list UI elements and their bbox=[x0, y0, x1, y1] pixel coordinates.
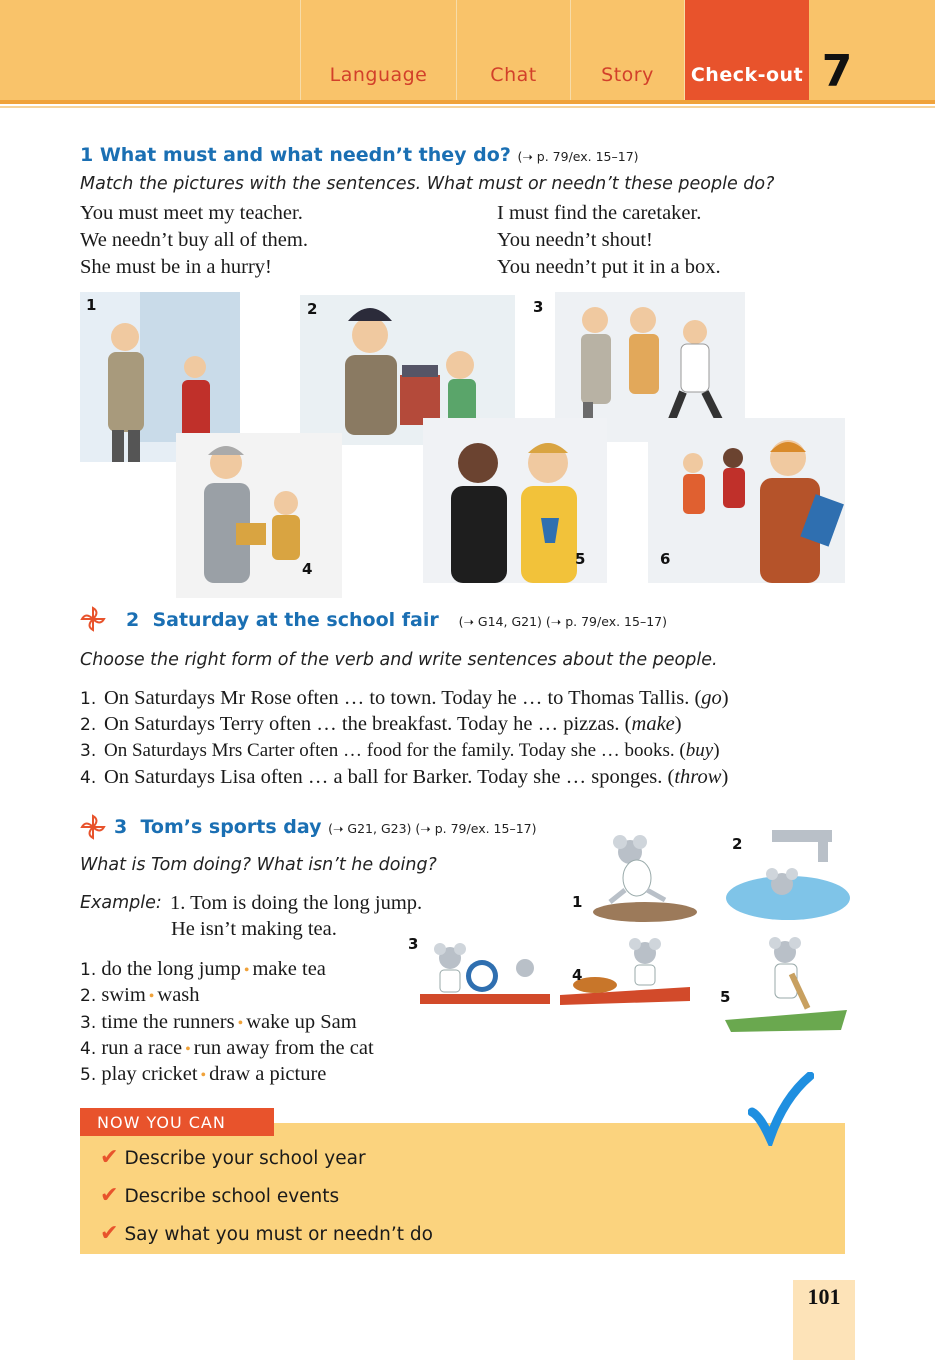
page-header bbox=[0, 0, 935, 108]
mouse-picture-number-3: 3 bbox=[408, 935, 419, 953]
exercise-2-instruction: Choose the right form of the verb and write sentences about the people. bbox=[80, 650, 718, 670]
exercise-2-item-4 bbox=[80, 766, 728, 789]
item-text: On Saturdays Lisa often … a ball for Barker. Today she … sponges. ( bbox=[104, 766, 675, 788]
item-close: ) bbox=[674, 713, 682, 735]
exercise-2-number: 2 bbox=[126, 609, 140, 631]
bullet-dot-icon: • bbox=[148, 988, 155, 1005]
exercise-1-title-text: 1 What must and what needn’t they do? bbox=[80, 144, 511, 166]
item-option-b: wake up Sam bbox=[246, 1011, 357, 1033]
checkmark-icon: ✔ bbox=[100, 1145, 119, 1170]
item-verb: go bbox=[701, 687, 722, 709]
bullet-dot-icon: • bbox=[243, 962, 250, 979]
picture-number-6: 6 bbox=[660, 550, 671, 568]
item-option-a: play cricket bbox=[101, 1063, 198, 1085]
mouse-picture-number-1: 1 bbox=[572, 893, 583, 911]
item-close: ) bbox=[713, 740, 720, 761]
tab-check-out[interactable]: Check-out bbox=[684, 0, 809, 100]
exercise-2-item-2 bbox=[80, 713, 682, 736]
checkmark-icon: ✔ bbox=[100, 1221, 119, 1246]
example-line-2: He isn’t making tea. bbox=[171, 918, 337, 940]
exercise-3-item-1 bbox=[80, 958, 326, 981]
item-number: 2. bbox=[80, 986, 97, 1006]
bullet-dot-icon: • bbox=[237, 1015, 244, 1032]
item-text: On Saturdays Terry often … the breakfast. Today he … pizzas. ( bbox=[104, 713, 632, 735]
sentence-right-2: You needn’t shout! bbox=[497, 229, 653, 251]
sentence-right-1: I must find the caretaker. bbox=[497, 202, 702, 224]
header-divider-secondary bbox=[0, 106, 935, 108]
picture-number-1: 1 bbox=[86, 296, 97, 314]
now-you-can-header: NOW YOU CAN bbox=[80, 1108, 274, 1136]
exercise-2-reference: (➝ G14, G21) (➝ p. 79/ex. 15–17) bbox=[458, 614, 667, 629]
mouse-picture-number-2: 2 bbox=[732, 835, 743, 853]
illustration-mouse-cricket bbox=[725, 932, 847, 1032]
picture-number-5: 5 bbox=[575, 550, 586, 568]
picture-number-4: 4 bbox=[302, 560, 313, 578]
now-you-can-item-3 bbox=[100, 1221, 433, 1246]
item-number: 3. bbox=[80, 1013, 97, 1033]
illustration-mouse-long-jump bbox=[585, 830, 700, 928]
exercise-3-title bbox=[114, 816, 536, 838]
mouse-picture-number-4: 4 bbox=[572, 966, 583, 984]
item-text: On Saturdays Mr Rose often … to town. Today he … to Thomas Tallis. ( bbox=[104, 687, 702, 709]
page-number: 101 bbox=[807, 1284, 841, 1309]
tab-language[interactable]: Language bbox=[300, 0, 456, 100]
item-option-a: time the runners bbox=[101, 1011, 235, 1033]
item-option-b: draw a picture bbox=[209, 1063, 327, 1085]
item-option-a: do the long jump bbox=[101, 958, 241, 980]
exercise-1-reference: (➝ p. 79/ex. 15–17) bbox=[517, 149, 639, 164]
item-verb: make bbox=[631, 713, 675, 735]
exercise-3-item-3 bbox=[80, 1011, 357, 1034]
bullet-dot-icon: • bbox=[200, 1067, 207, 1084]
sentence-right-3: You needn’t put it in a box. bbox=[497, 256, 721, 278]
illustration-mouse-timing bbox=[420, 936, 550, 1008]
challenge-star-icon bbox=[80, 814, 106, 840]
header-divider bbox=[0, 100, 935, 104]
exercise-3-instruction: What is Tom doing? What isn’t he doing? bbox=[80, 855, 437, 875]
exercise-1-instruction: Match the pictures with the sentences. What must or needn’t these people do? bbox=[80, 174, 775, 194]
exercise-1-title bbox=[80, 144, 639, 166]
example-label: Example: bbox=[80, 893, 162, 913]
exercise-3-item-4 bbox=[80, 1037, 374, 1060]
item-verb: throw bbox=[674, 766, 722, 788]
picture-number-3: 3 bbox=[533, 298, 544, 316]
exercise-3-item-5 bbox=[80, 1063, 326, 1086]
illustration-woman-with-box bbox=[176, 433, 342, 598]
item-number: 1. bbox=[80, 689, 97, 709]
item-option-a: run a race bbox=[101, 1037, 183, 1059]
item-option-b: run away from the cat bbox=[193, 1037, 374, 1059]
item-text: Say what you must or needn’t do bbox=[124, 1224, 433, 1245]
sentence-left-2: We needn’t buy all of them. bbox=[80, 229, 308, 251]
item-number: 5. bbox=[80, 1065, 97, 1085]
item-option-a: swim bbox=[101, 984, 146, 1006]
item-text: Describe your school year bbox=[124, 1148, 366, 1169]
exercise-2-title-text: Saturday at the school fair bbox=[152, 609, 439, 631]
item-verb: buy bbox=[685, 740, 714, 761]
checkmark-icon: ✔ bbox=[100, 1183, 119, 1208]
exercise-3-reference: (➝ G21, G23) (➝ p. 79/ex. 15–17) bbox=[328, 821, 537, 836]
tab-story[interactable]: Story bbox=[570, 0, 684, 100]
tab-chat[interactable]: Chat bbox=[456, 0, 570, 100]
item-text: On Saturdays Mrs Carter often … food for the family. Today she … books. ( bbox=[104, 740, 686, 761]
bullet-dot-icon: • bbox=[185, 1041, 191, 1058]
exercise-3-title-text: Tom’s sports day bbox=[140, 816, 322, 838]
sentence-left-3: She must be in a hurry! bbox=[80, 256, 272, 278]
item-number: 1. bbox=[80, 960, 97, 980]
item-number: 2. bbox=[80, 715, 97, 735]
exercise-2-item-1 bbox=[80, 687, 729, 710]
mouse-picture-number-5: 5 bbox=[720, 988, 731, 1006]
now-you-can-item-2 bbox=[100, 1183, 339, 1208]
now-you-can-item-1 bbox=[100, 1145, 366, 1170]
big-checkmark-icon bbox=[748, 1072, 814, 1146]
item-number: 3. bbox=[80, 741, 97, 761]
item-close: ) bbox=[721, 766, 729, 788]
exercise-2-item-3 bbox=[80, 740, 720, 762]
illustration-man-with-folder bbox=[648, 418, 845, 583]
item-number: 4. bbox=[80, 1039, 97, 1059]
item-option-b: make tea bbox=[252, 958, 326, 980]
item-number: 4. bbox=[80, 768, 97, 788]
picture-number-2: 2 bbox=[307, 300, 318, 318]
exercise-2-title bbox=[126, 609, 667, 631]
challenge-star-icon bbox=[80, 606, 106, 632]
exercise-3-number: 3 bbox=[114, 816, 128, 838]
example-line-1: 1. Tom is doing the long jump. bbox=[170, 892, 423, 914]
item-close: ) bbox=[721, 687, 729, 709]
chapter-number: 7 bbox=[821, 46, 853, 97]
item-option-b: wash bbox=[157, 984, 200, 1006]
exercise-3-item-2 bbox=[80, 984, 200, 1007]
item-text: Describe school events bbox=[124, 1186, 340, 1207]
sentence-left-1: You must meet my teacher. bbox=[80, 202, 303, 224]
